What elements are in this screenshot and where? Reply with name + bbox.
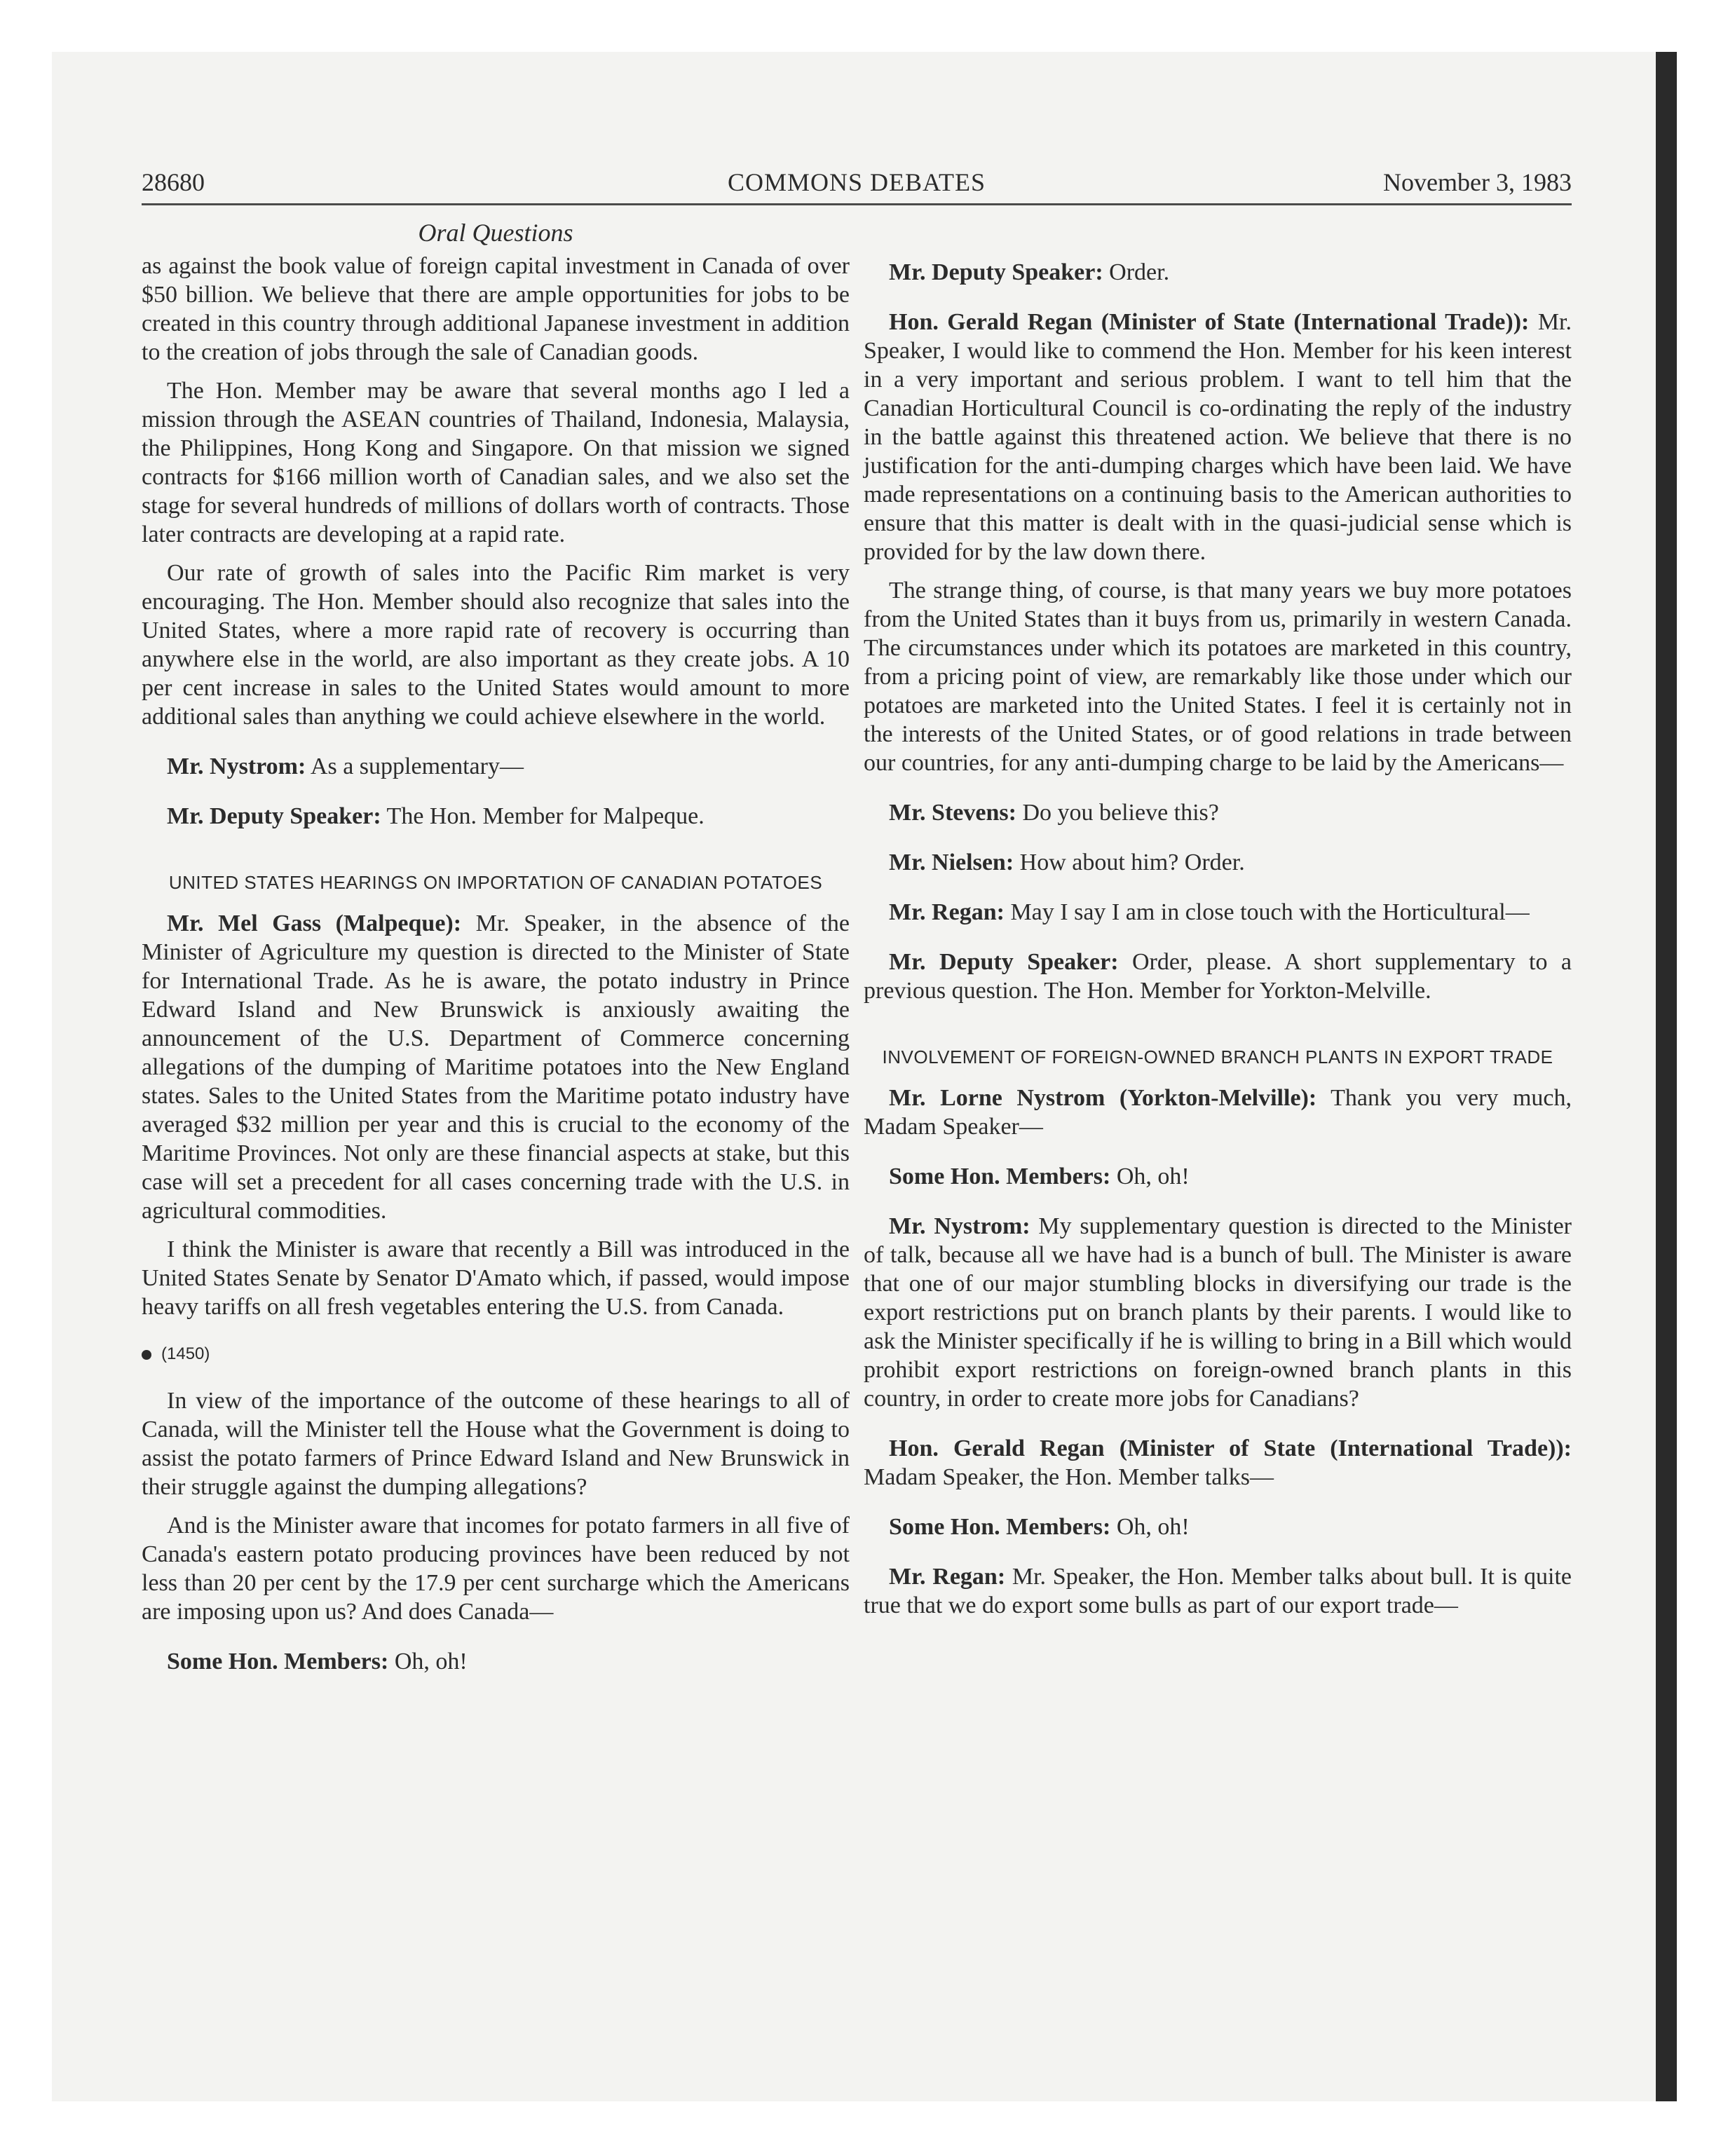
speech-text: Do you believe this? <box>1016 800 1219 826</box>
speaker-name: Mr. Deputy Speaker: <box>889 949 1119 975</box>
speech <box>142 1647 850 1676</box>
speech-text: My supplementary question is directed to the Minister of talk, because all we have had is a bunch of bull. The Minister is aware that one of our major stumbling blocks in diversifying our trade is the export restrictions put on branch plants by their parents. I would like to ask the Minister specifically if he is willing to bring in a Bill which would prohibit export restrictions on foreign-owned branch plants in this country, in order to create more jobs for Canadians? <box>864 1213 1572 1412</box>
speaker-name: Some Hon. Members: <box>889 1164 1111 1189</box>
speech <box>864 1513 1572 1541</box>
scan-edge <box>1656 52 1677 2101</box>
timestamp-text: (1450) <box>161 1344 210 1363</box>
speaker-name: Mr. Nystrom: <box>167 753 306 779</box>
speech-text: As a supplementary— <box>306 753 524 779</box>
speech <box>864 948 1572 1005</box>
speech <box>864 308 1572 566</box>
speaker-name: Mr. Regan: <box>889 1564 1006 1590</box>
paragraph: The Hon. Member may be aware that several months ago I led a mission through the ASEAN countries of Thailand, Indonesia, Malaysia, the Philippines, Hong Kong and Singapore. On that mission we signed contracts for $166 million worth of Canadian sales, and we also set the stage for several hundreds of millions of dollars worth of contracts. Those later contracts are developing at a rapid rate. <box>142 378 850 547</box>
timestamp <box>142 1339 850 1368</box>
page-date: November 3, 1983 <box>1383 168 1572 196</box>
speech-text: Order. <box>1103 259 1170 285</box>
speech <box>864 1434 1572 1492</box>
speech <box>142 802 850 831</box>
paragraph: I think the Minister is aware that recently a Bill was introduced in the United States Senate by Senator D'Amato which, if passed, would impose heavy tariffs on all fresh vegetables entering the U.S. from Canada. <box>142 1236 850 1320</box>
speech <box>142 752 850 781</box>
paragraph: In view of the importance of the outcome of these hearings to all of Canada, will the Minister tell the House what the Government is doing to assist the potato farmers of Prince Edward Island and New Brunswick in their struggle against the dumping allegations? <box>142 1388 850 1500</box>
speech-text: Mr. Speaker, in the absence of the Minister of Agriculture my question is directed to the Minister of State for International Trade. As he is aware, the potato industry in Prince Edward Island and New Brunswick is anxiously awaiting the announcement of the U.S. Department of Commerce concerning allegations of the dumping of Maritime potatoes into the New England states. Sales to the United States from the Maritime potato industry have averaged $32 million per year and this is crucial to the economy of the Maritime Provinces. Not only are these financial aspects at stake, but this case will set a precedent for all cases concerning trade with the U.S. in agricultural commodities. <box>142 910 850 1224</box>
bullet-icon <box>142 1350 151 1360</box>
speech-text: Oh, oh! <box>1110 1164 1190 1189</box>
speaker-name: Mr. Deputy Speaker: <box>889 259 1103 285</box>
speech <box>864 848 1572 877</box>
speaker-name: Mr. Stevens: <box>889 800 1016 826</box>
speaker-name: Some Hon. Members: <box>889 1514 1111 1540</box>
page-number: 28680 <box>142 168 205 196</box>
speaker-name: Mr. Mel Gass (Malpeque): <box>167 910 462 936</box>
speaker-name: Mr. Nielsen: <box>889 850 1014 875</box>
speech-text: Oh, oh! <box>1110 1514 1190 1540</box>
speech-text: Oh, oh! <box>388 1649 468 1674</box>
speaker-name: Mr. Nystrom: <box>889 1213 1030 1239</box>
speech-text: Madam Speaker, the Hon. Member talks— <box>864 1464 1274 1490</box>
paragraph: And is the Minister aware that incomes for potato farmers in all five of Canada's eastern potato producing provinces have been reduced by not less than 20 per cent by the 17.9 per cent surcharge which the Americans are imposing upon us? And does Canada— <box>142 1513 850 1625</box>
paragraph: as against the book value of foreign capital investment in Canada of over $50 billion. We believe that there are ample opportunities for jobs to be created in this country through additional Japanese investment in addition to the creation of jobs through the sale of Canadian goods. <box>142 253 850 365</box>
speech-text: Mr. Speaker, the Hon. Member talks about bull. It is quite true that we do export some bulls as part of our export trade— <box>864 1564 1572 1618</box>
section-label: Oral Questions <box>418 219 573 247</box>
speech-text: May I say I am in close touch with the Horticultural— <box>1004 899 1530 925</box>
speech-text: Order, please. A short supplementary to a previous question. The Hon. Member for Yorkton-Melville. <box>864 949 1572 1004</box>
speech-text: The Hon. Member for Malpeque. <box>381 803 705 829</box>
page-header <box>142 164 1572 205</box>
paragraph: The strange thing, of course, is that many years we buy more potatoes from the United States than it buys from us, primarily in western Canada. The circumstances under which its potatoes are marketed in this country, from a pricing point of view, are remarkably like those under which our potatoes are marketed into the United States. I feel it is certainly not in the interests of the United States, or of good relations in trade between our countries, for any anti-dumping charge to be laid by the Americans— <box>864 578 1572 776</box>
speech <box>864 1562 1572 1620</box>
right-column <box>864 258 1572 1630</box>
speech-text: Thank you very much, Madam Speaker— <box>864 1085 1572 1140</box>
speaker-name: Hon. Gerald Regan (Minister of State (International Trade)): <box>889 1435 1572 1461</box>
speaker-name: Hon. Gerald Regan (Minister of State (International Trade)): <box>889 309 1530 335</box>
speaker-name: Mr. Regan: <box>889 899 1005 925</box>
speech <box>864 1084 1572 1141</box>
speech <box>864 1212 1572 1413</box>
speech <box>142 909 850 1225</box>
speech <box>864 258 1572 287</box>
speaker-name: Mr. Lorne Nystrom (Yorkton-Melville): <box>889 1085 1317 1111</box>
publication-title: COMMONS DEBATES <box>727 168 986 196</box>
speech <box>864 898 1572 927</box>
speech-text: How about him? Order. <box>1014 850 1245 875</box>
speech <box>864 1162 1572 1191</box>
speech <box>864 798 1572 827</box>
section-heading: INVOLVEMENT OF FOREIGN-OWNED BRANCH PLANTS IN EXPORT TRADE <box>882 1046 1553 1067</box>
paragraph: Our rate of growth of sales into the Pacific Rim market is very encouraging. The Hon. Member should also recognize that sales into the United States, where a more rapid rate of recovery is occurring than anywhere else in the world, are also important as they create jobs. A 10 per cent increase in sales to the United States would amount to more additional sales than anything we could achieve elsewhere in the world. <box>142 560 850 730</box>
speech-text: Mr. Speaker, I would like to commend the Hon. Member for his keen interest in a very important and serious problem. I want to tell him that the Canadian Horticultural Council is co-ordinating the reply of the industry in the battle against this threatened action. We believe that there is no justification for the anti-dumping charges which have been laid. We have made representations on a continuing basis to the American authorities to ensure that this matter is dealt with in the quasi-judicial sense which is provided for by the law down there. <box>864 309 1572 565</box>
section-heading: UNITED STATES HEARINGS ON IMPORTATION OF CANADIAN POTATOES <box>168 872 823 893</box>
left-column <box>142 219 850 1686</box>
speaker-name: Some Hon. Members: <box>167 1649 389 1674</box>
speaker-name: Mr. Deputy Speaker: <box>167 803 381 829</box>
